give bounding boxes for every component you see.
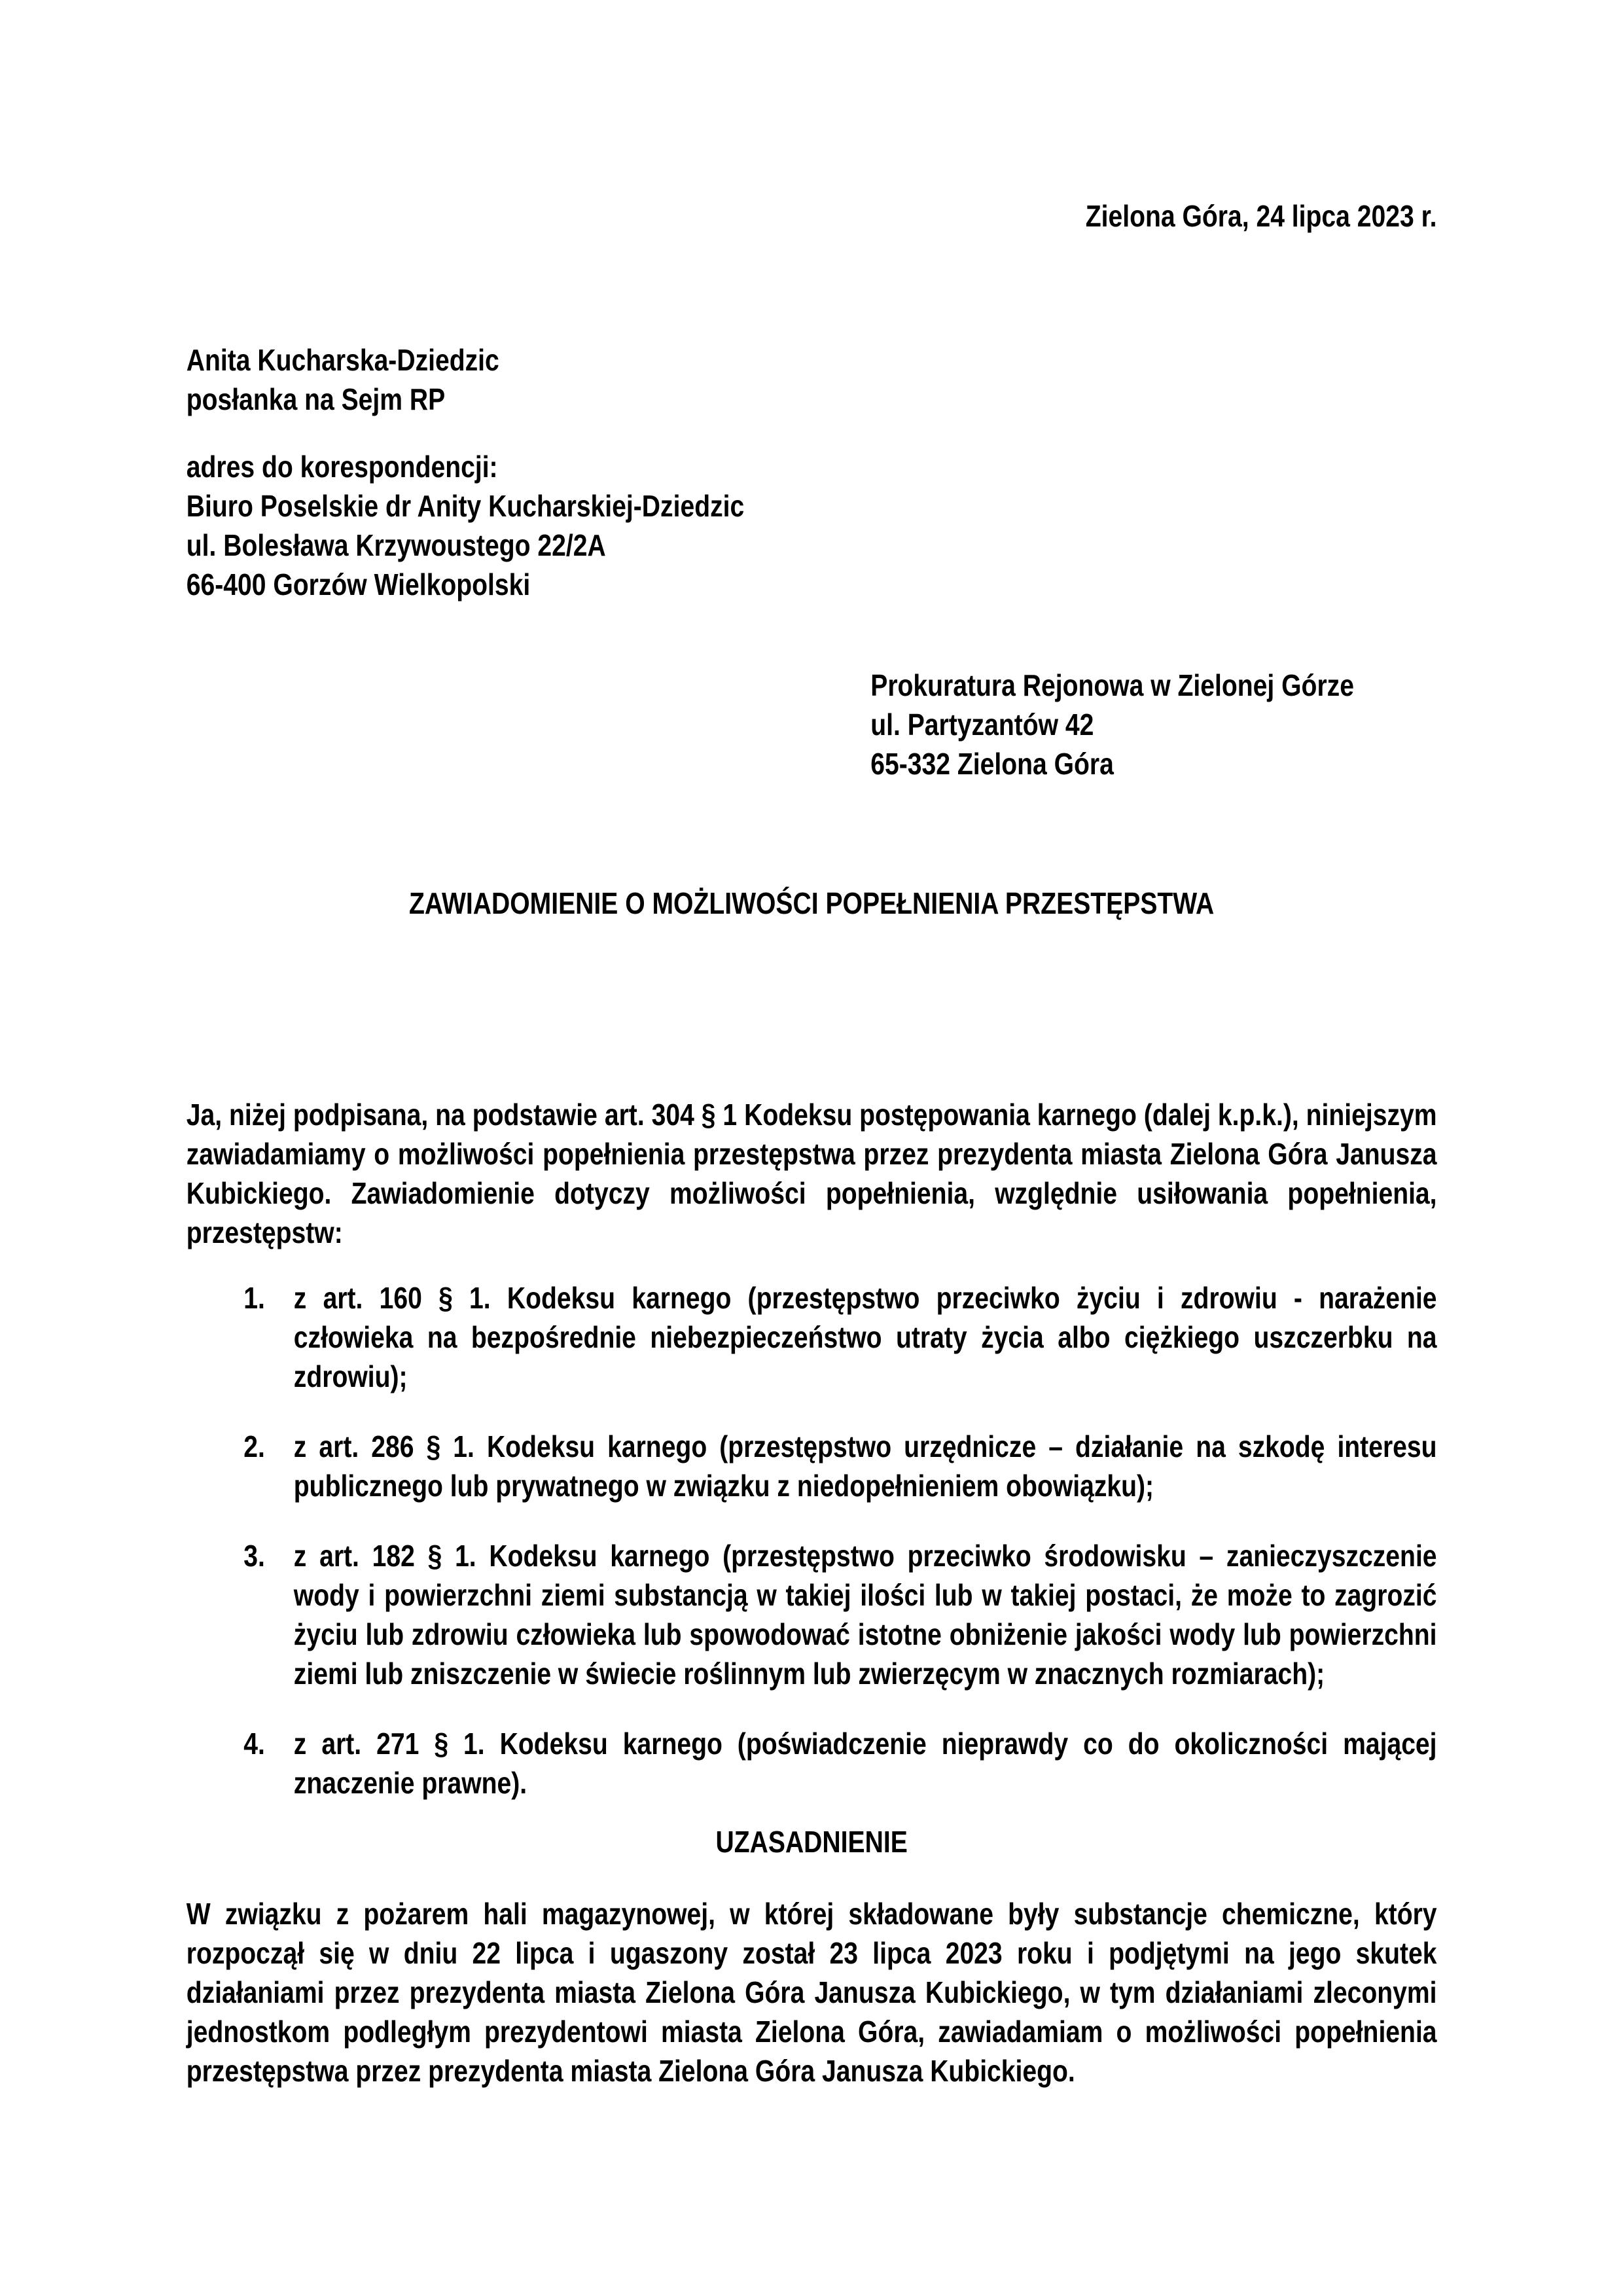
offense-number: 3. (243, 1539, 265, 1573)
offense-item-4 (243, 1724, 1436, 1803)
sender-name: Anita Kucharska-Dziedzic (186, 343, 499, 377)
recipient-name: Prokuratura Rejonowa w Zielonej Górze (870, 668, 1354, 702)
sender-role: posłanka na Sejm RP (186, 382, 446, 416)
offense-item-1 (243, 1278, 1436, 1396)
offense-item-3 (243, 1536, 1436, 1693)
correspondence-address-label: adres do korespondencji: (186, 450, 498, 484)
sender-block (187, 340, 1437, 419)
offense-item-2 (243, 1427, 1436, 1505)
offense-number: 1. (243, 1281, 265, 1315)
offense-number: 4. (243, 1727, 265, 1761)
recipient-street: ul. Partyzantów 42 (870, 708, 1094, 742)
correspondence-address-block (187, 447, 1437, 604)
offense-text: z art. 182 § 1. Kodeksu karnego (przestępstwo przeciwko środowisku – zanieczyszczenie wody i powierzchni ziemi substancją w takiej ilości lub w takiej postaci, że może to zagrozić życiu lub zdrowiu człowieka lub spowodować istotne obniżenie jakości wody lub powierzchni ziemi lub zniszczenie w świecie roślinnym lub zwierzęcym w znacznych rozmiarach); (293, 1539, 1437, 1691)
recipient-city: 65-332 Zielona Góra (870, 747, 1114, 781)
correspondence-address-office: Biuro Poselskie dr Anity Kucharskiej-Dziedzic (186, 489, 745, 523)
justification-paragraph: W związku z pożarem hali magazynowej, w której składowane były substancje chemiczne, który rozpoczął się w dniu 22 lipca i ugaszony został 23 lipca 2023 roku i podjętymi na jego skutek działaniami przez prezydenta miasta Zielona Góra Janusza Kubickiego, w tym działaniami zleconymi jednostkom podległym prezydentowi miasta Zielona Góra, zawiadamiam o możliwości popełnienia przestępstwa przez prezydenta miasta Zielona Góra Janusza Kubickiego. (186, 1897, 1437, 2088)
offense-number: 2. (243, 1429, 265, 1463)
justification-heading: UZASADNIENIE (715, 1825, 908, 1859)
recipient-block (870, 666, 1436, 783)
offense-text: z art. 286 § 1. Kodeksu karnego (przestępstwo urzędnicze – działanie na szkodę interesu publicznego lub prywatnego w związku z niedopełnieniem obowiązku); (293, 1429, 1437, 1503)
document-title: ZAWIADOMIENIE O MOŻLIWOŚCI POPEŁNIENIA PRZESTĘPSTWA (409, 886, 1215, 920)
offense-text: z art. 160 § 1. Kodeksu karnego (przestępstwo przeciwko życiu i zdrowiu - narażenie człowieka na bezpośrednie niebezpieczeństwo utraty życia albo ciężkiego uszczerbku na zdrowiu); (293, 1281, 1437, 1393)
offense-text: z art. 271 § 1. Kodeksu karnego (poświadczenie nieprawdy co do okoliczności mającej znaczenie prawne). (293, 1727, 1437, 1800)
correspondence-address-city: 66-400 Gorzów Wielkopolski (186, 567, 531, 601)
offense-list (187, 1278, 1437, 1803)
correspondence-address-street: ul. Bolesława Krzywoustego 22/2A (186, 528, 606, 562)
intro-paragraph: Ja, niżej podpisana, na podstawie art. 304 § 1 Kodeksu postępowania karnego (dalej k.p.k.), niniejszym zawiadamiamy o możliwości popełnienia przestępstwa przez prezydenta miasta Zielona Góra Janusza Kubickiego. Zawiadomienie dotyczy możliwości popełnienia, względnie usiłowania popełnienia, przestępstw: (186, 1098, 1437, 1249)
date-line: Zielona Góra, 24 lipca 2023 r. (1085, 199, 1437, 233)
